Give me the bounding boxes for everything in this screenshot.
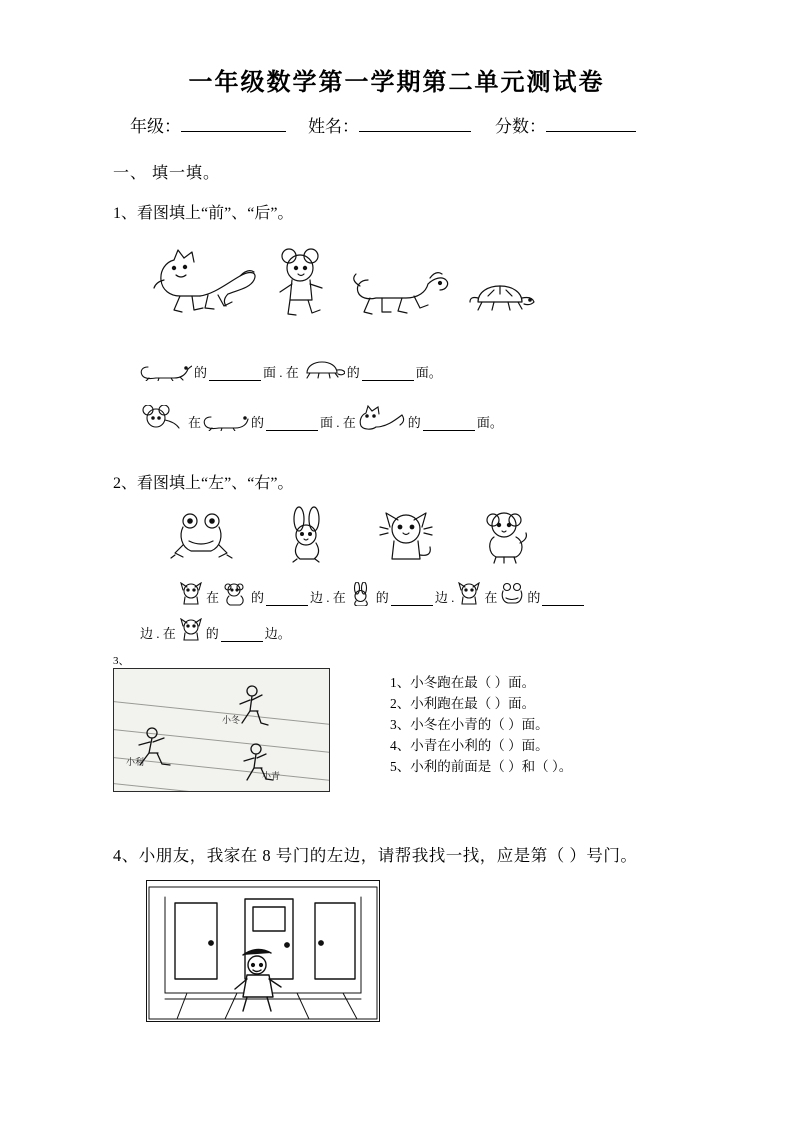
q2-s1-w7: 的 — [527, 590, 541, 605]
q2-s1-blank-3[interactable] — [542, 592, 584, 606]
turtle-icon-small — [301, 357, 345, 381]
question-3-number: 3、 — [113, 655, 130, 667]
score-label: 分数： — [495, 117, 546, 136]
q3-item-3: 3、小冬在小青的（ ）面。 — [390, 717, 549, 732]
poodle-icon-small — [221, 582, 249, 606]
question-2-illustration — [165, 505, 565, 575]
section-one-heading: 一、 填一填。 — [113, 165, 221, 182]
q2-s1-blank-1[interactable] — [266, 592, 308, 606]
question-1-prompt — [113, 200, 293, 223]
q1-s2-w3: 的 — [407, 415, 421, 430]
q3-item-2: 2、小利跑在最（ ）面。 — [390, 696, 536, 711]
question-2-sentence-1 — [178, 582, 584, 606]
page-title: 一年级数学第一学期第二单元测试卷 — [188, 70, 605, 96]
q1-s2-w0: 在 — [188, 415, 202, 430]
q2-s1-w6: 在 — [484, 590, 498, 605]
mouse-icon — [280, 249, 322, 315]
q1-s1-blank-2[interactable] — [362, 367, 414, 381]
name-input[interactable] — [359, 114, 471, 132]
question-2-sentence-2 — [140, 618, 291, 642]
cat-icon — [380, 513, 432, 559]
question-1-number: 1、 — [113, 205, 138, 222]
hallway-doors-svg — [147, 881, 379, 1021]
q1-s2-blank-1[interactable] — [266, 417, 318, 431]
rabbit-icon-small — [348, 582, 374, 606]
q2-s1-blank-2[interactable] — [391, 592, 433, 606]
mouse-icon-small — [140, 405, 186, 431]
question-2-prompt — [113, 470, 293, 493]
frog-icon-small — [499, 582, 525, 606]
question-1-illustration — [150, 240, 550, 340]
q2-s2-w1: 边 . 在 — [140, 626, 176, 641]
q2-s1-w2: 的 — [251, 590, 265, 605]
question-1-sentence-1 — [140, 355, 442, 381]
q3-item-4: 4、小青在小利的（ ）面。 — [390, 738, 549, 753]
rabbit-icon — [293, 507, 319, 562]
q2-s1-w3: 边 . 在 — [310, 590, 346, 605]
kid-label-xiaodong: 小冬 — [222, 715, 241, 725]
q1-s1-w2: 面 . 在 — [263, 365, 299, 380]
cat-icon-small — [178, 582, 204, 606]
q1-s2-blank-2[interactable] — [423, 417, 475, 431]
q2-s2-w3: 边。 — [264, 626, 291, 641]
question-3-illustration — [113, 668, 330, 792]
child-icon — [235, 949, 281, 1011]
q3-item-1: 1、小冬跑在最（ ）面。 — [390, 675, 536, 690]
fox-icon-small — [358, 405, 406, 431]
cat-icon-small-2 — [456, 582, 482, 606]
question-1-text: 看图填上“前”、“后”。 — [137, 205, 294, 222]
animals-row-svg — [165, 505, 565, 570]
turtle-icon — [470, 286, 534, 310]
fox-icon — [154, 250, 255, 312]
q1-s1-w4: 面。 — [415, 365, 442, 380]
question-2-text: 看图填上“左”、“右”。 — [137, 475, 294, 492]
grade-label: 年级： — [130, 117, 181, 136]
dog-icon — [354, 273, 448, 314]
grade-input[interactable] — [181, 114, 286, 132]
header-fields — [130, 112, 720, 137]
kid-label-xiaoli: 小利 — [126, 757, 145, 767]
animals-running-svg — [150, 240, 550, 335]
q3-item-5: 5、小利的前面是（ ）和（ ）。 — [390, 759, 573, 774]
q2-s1-w1: 在 — [206, 590, 220, 605]
q2-s2-blank-1[interactable] — [221, 628, 263, 642]
q2-s1-w4: 的 — [375, 590, 389, 605]
dog-icon-small-2 — [203, 405, 249, 431]
name-label: 姓名： — [308, 117, 359, 136]
q1-s1-blank-1[interactable] — [209, 367, 261, 381]
kids-running-svg — [114, 669, 329, 791]
question-4-illustration — [146, 880, 380, 1022]
q2-s2-w2: 的 — [205, 626, 219, 641]
question-3-items — [390, 672, 572, 777]
question-1-sentence-2 — [140, 405, 503, 431]
question-2-number: 2、 — [113, 475, 138, 492]
kid-label-xiaoqing: 小青 — [262, 771, 281, 781]
cat-icon-small-3 — [178, 618, 204, 642]
q1-s1-w1: 的 — [194, 365, 208, 380]
kid-1-icon — [240, 686, 268, 725]
q1-s2-w1: 的 — [251, 415, 265, 430]
q1-s2-w4: 面。 — [476, 415, 503, 430]
q2-s1-w5: 边 . — [434, 590, 455, 605]
score-input[interactable] — [546, 114, 636, 132]
dog-icon-small — [140, 355, 192, 381]
q1-s2-w2: 面 . 在 — [320, 415, 356, 430]
poodle-icon — [487, 513, 526, 563]
q1-s1-w3: 的 — [346, 365, 360, 380]
question-4-prompt: 4、小朋友，我家在 8 号门的左边，请帮我找一找，应是第（ ）号门。 — [113, 846, 638, 865]
frog-icon — [171, 514, 232, 558]
